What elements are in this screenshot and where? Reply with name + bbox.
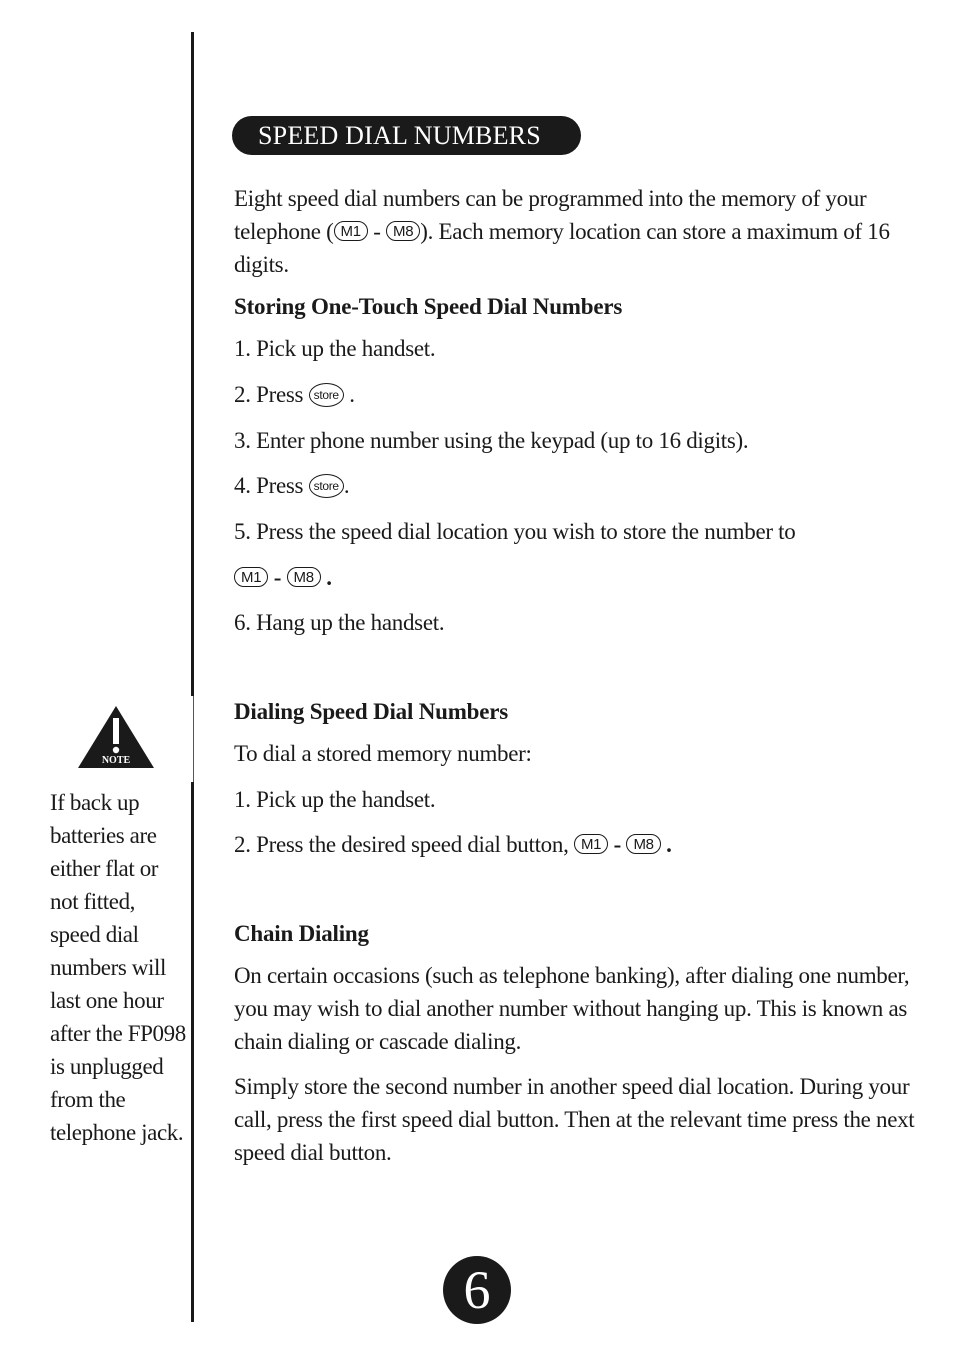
margin-rule-bottom <box>191 782 194 1322</box>
m8-button-icon: M8 <box>626 834 660 854</box>
note-text: If back up batteries are either flat or not fitted, speed dial numbers will last one hour after the FP098 is unplugged from the telephone jack. <box>50 790 186 1145</box>
dialing-step-1: 1. Pick up the handset. <box>234 787 436 812</box>
intro-text-1: Eight speed dial numbers can be programmed into the memory of your telephone ( <box>234 186 867 244</box>
intro-text-2: ). Each memory location can store a maximum of 16 digits. <box>234 219 890 277</box>
storing-step-2-suffix: . <box>343 382 355 407</box>
dialing-step-2-text: 2. Press the desired speed dial button, <box>234 832 574 857</box>
margin-rule-top <box>191 32 194 696</box>
m8-button-icon: M8 <box>386 221 420 241</box>
chain-heading: Chain Dialing <box>234 921 369 946</box>
note-icon-label: NOTE <box>101 755 131 766</box>
storing-step-2 <box>234 378 355 411</box>
m1-button-icon: M1 <box>334 221 368 241</box>
storing-step-5-dash: - <box>268 565 287 590</box>
chain-paragraph-1: On certain occasions (such as telephone banking), after dialing one number, you may wish to dial another number without hanging up. This is known as chain dialing or cascade dialing. <box>234 963 910 1054</box>
chain-paragraph-2: Simply store the second number in another speed dial location. During your call, press the first speed dial button. Then at the relevant time press the next speed dial button. <box>234 1074 915 1165</box>
storing-step-2-text: 2. Press <box>234 382 309 407</box>
m8-button-icon: M8 <box>287 567 321 587</box>
storing-step-4 <box>234 469 349 502</box>
dialing-step-2 <box>234 828 672 861</box>
m1-button-icon: M1 <box>574 834 608 854</box>
page-number: 6 <box>443 1256 511 1324</box>
store-button-icon: store <box>309 383 344 407</box>
margin-rule-mid <box>193 696 194 782</box>
dialing-step-2-suffix: . <box>660 832 672 857</box>
storing-step-5-suffix: . <box>320 565 332 590</box>
storing-heading: Storing One-Touch Speed Dial Numbers <box>234 294 623 319</box>
intro-paragraph <box>234 182 914 281</box>
intro-dash: - <box>367 219 387 244</box>
storing-step-1: 1. Pick up the handset. <box>234 336 436 361</box>
section-title: SPEED DIAL NUMBERS <box>232 116 581 155</box>
dialing-intro: To dial a stored memory number: <box>234 741 532 766</box>
dialing-heading: Dialing Speed Dial Numbers <box>234 699 509 724</box>
storing-step-5: 5. Press the speed dial location you wish to store the number to <box>234 519 796 544</box>
m1-button-icon: M1 <box>234 567 268 587</box>
storing-step-5-buttons <box>234 561 332 594</box>
storing-step-6: 6. Hang up the handset. <box>234 610 445 635</box>
dialing-step-2-dash: - <box>608 832 627 857</box>
storing-step-4-suffix: . <box>343 473 350 498</box>
store-button-icon: store <box>309 474 344 498</box>
storing-step-4-text: 4. Press <box>234 473 309 498</box>
storing-step-3: 3. Enter phone number using the keypad (up to 16 digits). <box>234 428 749 453</box>
note-warning-icon <box>76 704 156 770</box>
